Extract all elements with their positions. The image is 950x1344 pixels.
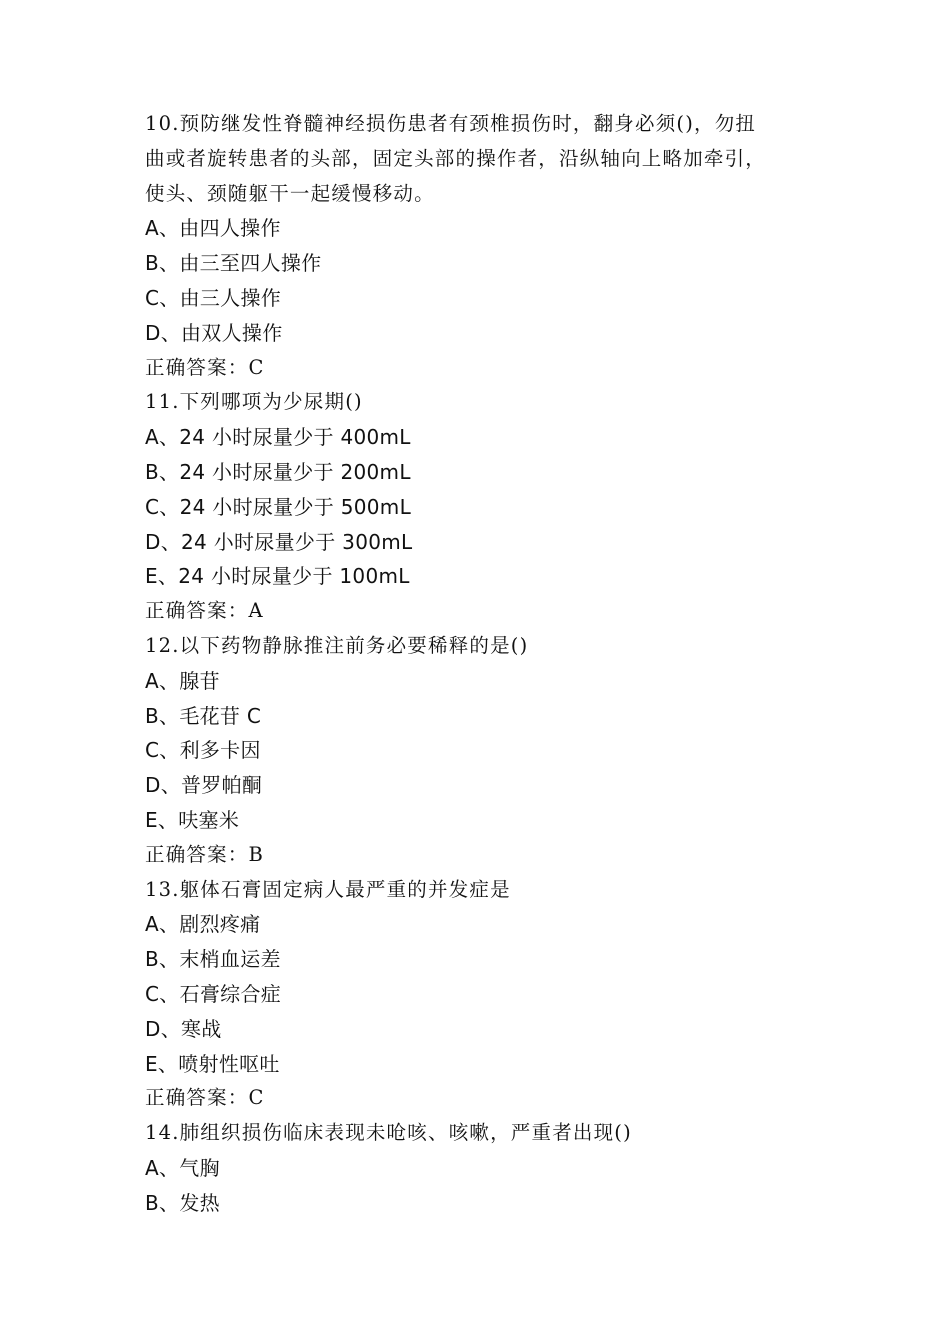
option-item: B、由三至四人操作 [145, 251, 322, 276]
option-item: C、24 小时尿量少于 500mL [145, 494, 412, 519]
question-text-line: 13.躯体石膏固定病人最严重的并发症是 [145, 877, 511, 901]
question-list [145, 107, 835, 1221]
option-item: A、由四人操作 [145, 216, 281, 241]
question-text-line: 14.肺组织损伤临床表现未呛咳、咳嗽，严重者出现() [145, 1121, 632, 1145]
option-item: C、石膏综合症 [145, 981, 282, 1006]
question-text-line: 10.预防继发性脊髓神经损伤患者有颈椎损伤时，翻身必须()，勿扭 [145, 112, 757, 135]
option-item: E、呋塞米 [145, 807, 240, 832]
option-item: B、毛花苷 C [145, 703, 262, 728]
question-block [145, 1116, 835, 1220]
question-text-line: 11.下列哪项为少尿期() [145, 390, 363, 414]
option-item: A、腺苷 [145, 668, 220, 693]
option-item: A、气胸 [145, 1155, 220, 1180]
question-text-line: 12.以下药物静脉推注前务必要稀释的是() [145, 633, 529, 657]
correct-answer: 正确答案：C [145, 1086, 265, 1110]
option-item: D、24 小时尿量少于 300mL [145, 529, 413, 554]
correct-answer: 正确答案：B [145, 842, 265, 866]
option-item: B、24 小时尿量少于 200mL [145, 459, 411, 484]
option-item: E、喷射性呕吐 [145, 1051, 280, 1076]
correct-answer: 正确答案：A [145, 599, 264, 623]
option-item: E、24 小时尿量少于 100mL [145, 564, 410, 589]
question-text-line: 使头、颈随躯干一起缓慢移动。 [145, 181, 435, 205]
question-block [145, 385, 835, 629]
option-item: A、24 小时尿量少于 400mL [145, 425, 411, 450]
option-item: D、寒战 [145, 1016, 222, 1041]
question-block [145, 873, 835, 1117]
option-item: A、剧烈疼痛 [145, 912, 261, 937]
option-item: C、利多卡因 [145, 738, 261, 763]
question-text-line: 曲或者旋转患者的头部，固定头部的操作者，沿纵轴向上略加牵引， [145, 146, 767, 170]
option-item: C、由三人操作 [145, 285, 282, 310]
correct-answer: 正确答案：C [145, 355, 265, 379]
question-block [145, 629, 835, 873]
option-item: B、末梢血运差 [145, 947, 281, 972]
option-item: D、普罗帕酮 [145, 773, 263, 798]
question-block [145, 107, 835, 385]
option-item: D、由双人操作 [145, 320, 283, 345]
option-item: B、发热 [145, 1190, 220, 1215]
